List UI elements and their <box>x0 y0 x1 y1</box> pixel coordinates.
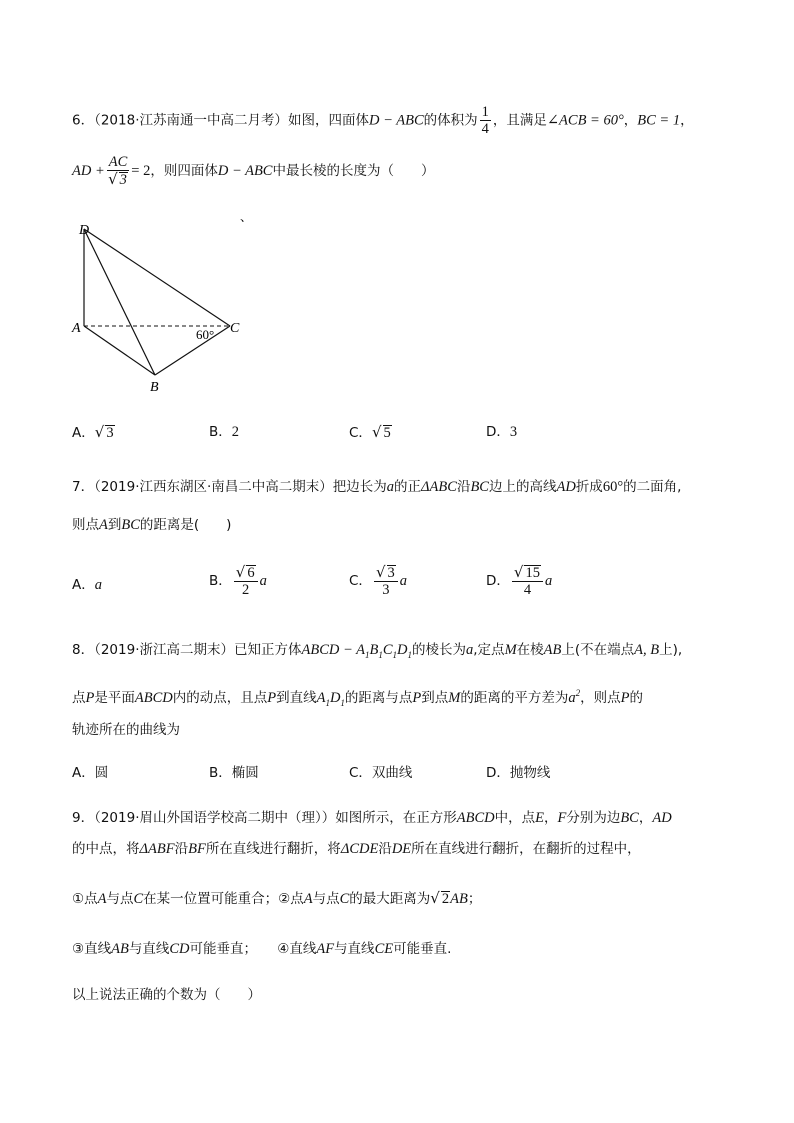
q8-point-m: M <box>504 642 517 658</box>
label-a: A <box>72 321 81 336</box>
option-var: a <box>259 573 267 589</box>
q9-text: 在某一位置可能重合；②点 <box>143 891 304 907</box>
q7-option-d[interactable] <box>486 564 552 598</box>
option-value: 抛物线 <box>509 765 551 781</box>
q8-point-p: P <box>85 689 95 706</box>
option-letter: A． <box>72 577 95 593</box>
option-letter: A． <box>72 765 95 781</box>
option-letter: D． <box>486 424 510 440</box>
q8-text: 的距离与点 <box>344 689 413 706</box>
q6-text: ， <box>680 112 694 129</box>
q9-text: 与点 <box>312 891 340 907</box>
option-fraction <box>374 564 398 598</box>
sqrt-icon: √ <box>371 423 382 441</box>
q6-option-c[interactable] <box>349 422 392 443</box>
label-d: D <box>79 223 90 238</box>
q9-text: 中，点 <box>494 810 536 826</box>
q8-text: 的距离的平方差为 <box>460 689 569 706</box>
angle-label: 60° <box>196 327 215 342</box>
q8-option-a[interactable] <box>72 763 108 783</box>
q9-text: 以上说法正确的个数为（ ） <box>72 987 261 1003</box>
label-b: B <box>150 380 159 395</box>
q6-option-b[interactable] <box>209 422 239 442</box>
q7-bc2: BC <box>121 517 140 533</box>
q9-text: ③直线 <box>72 941 112 957</box>
q7-option-c[interactable] <box>349 564 407 598</box>
q9-tri-abf: ΔABF <box>139 841 175 857</box>
q8-cube-name: ABCD − A <box>301 642 365 658</box>
q6-line1 <box>72 104 694 137</box>
option-value: 双曲线 <box>371 765 413 781</box>
q8-a2: a <box>568 689 576 706</box>
option-var: a <box>399 573 407 589</box>
option-den: 2 <box>242 582 250 598</box>
q8-a1d1: A <box>316 689 326 706</box>
q8-text: 到直线 <box>276 689 317 706</box>
q7-line1 <box>72 477 681 497</box>
q6-text: 的体积为 <box>423 112 478 129</box>
option-num: 3 <box>387 565 395 581</box>
q8-line1 <box>72 640 682 665</box>
option-value: 3 <box>106 425 114 441</box>
q7-text: 的二面角, <box>623 479 682 495</box>
q8-point-m: M <box>448 689 461 706</box>
edge-dc <box>84 229 230 326</box>
q8-ab: AB <box>543 642 562 658</box>
q6-angle-cond: ∠ACB = 60° <box>546 112 624 129</box>
label-c: C <box>230 321 240 336</box>
q9-text: 沿 <box>174 841 189 857</box>
q7-var: a <box>386 479 395 495</box>
option-value: 圆 <box>94 765 109 781</box>
q8-option-d[interactable] <box>486 763 550 783</box>
q8-text: 到点 <box>421 689 449 706</box>
q9-line3 <box>72 888 481 909</box>
q9-square: ABCD <box>456 810 495 826</box>
q9-text: 可能垂直. <box>393 941 452 957</box>
q6-option-a[interactable] <box>72 422 115 443</box>
option-letter: A． <box>72 425 95 441</box>
q6-line2 <box>72 154 434 188</box>
edge-bc <box>155 326 230 375</box>
q8-text: 上(不在端点 <box>561 642 635 658</box>
q9-point-a: A <box>97 891 107 907</box>
q7-triangle: ΔABC <box>421 479 457 495</box>
q9-text: 与点 <box>106 891 134 907</box>
sqrt-icon: √ <box>108 170 118 188</box>
q9-text: 的中点，将 <box>72 841 140 857</box>
option-value: 2 <box>231 424 240 440</box>
sqrt-icon: √ <box>94 423 105 441</box>
q7-text: 到 <box>107 517 122 533</box>
q9-text: 与直线 <box>334 941 375 957</box>
q9-line2 <box>72 839 641 859</box>
q8-option-c[interactable] <box>349 763 412 783</box>
q6-ac-den: 3 <box>119 172 127 188</box>
q6-text: ，则四面体 <box>150 163 218 179</box>
q7-point-a: A <box>99 517 108 533</box>
q9-tri-cde: ΔCDE <box>340 841 379 857</box>
q8-text: 是平面 <box>94 689 135 706</box>
q9-line5 <box>72 985 261 1005</box>
q8-point-p: P <box>267 689 277 706</box>
q8-line-a1d1: $A_1D_1$ <box>316 689 345 708</box>
q8-point-p: P <box>620 689 630 706</box>
q8-plane: ABCD <box>134 689 173 706</box>
q7-stem: 7．（2019·江西东湖区·南昌二中高二期末）把边长为 <box>72 479 387 495</box>
q9-de: DE <box>391 841 412 857</box>
q6-stem: 6．（2018·江苏南通一中高二月考）如图，四面体 <box>72 112 369 129</box>
q8-stem: 8．（2019·浙江高二期末）已知正方体 <box>72 642 302 658</box>
q9-point-f: F <box>557 810 567 826</box>
q8-text: 的棱长为 <box>412 642 467 658</box>
q8-text: ，则点 <box>580 689 621 706</box>
q6-ac-num: AC <box>108 154 128 170</box>
q8-line2 <box>72 683 643 713</box>
q8-text: 上), <box>659 642 683 658</box>
q9-text: 与直线 <box>128 941 170 957</box>
q9-point-c: C <box>339 891 350 907</box>
q9-text: 所在直线进行翻折，在翻折的过程中， <box>411 841 641 857</box>
q9-text: 的最大距离为 <box>349 891 431 907</box>
sqrt-icon: √ <box>375 563 386 581</box>
q6-eq: = 2 <box>131 163 151 179</box>
q6-ac-frac <box>107 154 130 188</box>
q7-text: 则点 <box>72 517 99 533</box>
option-letter: B． <box>209 765 232 781</box>
q9-cd: CD <box>169 941 190 957</box>
option-value: 5 <box>383 425 391 441</box>
q9-point-c: C <box>133 891 144 907</box>
option-den: 4 <box>523 582 532 598</box>
q7-text: 沿 <box>456 479 471 495</box>
q7-line2 <box>72 515 231 535</box>
q9-ce: CE <box>374 941 394 957</box>
q9-text: 可能垂直； ④直线 <box>189 941 317 957</box>
q6-ad: AD + <box>72 163 105 179</box>
q9-ab: AB <box>450 891 468 907</box>
q9-text: 所在直线进行翻折，将 <box>205 841 341 857</box>
q9-ad: AD <box>652 810 672 826</box>
q8-text: 点 <box>72 689 86 706</box>
q9-bc: BC <box>620 810 639 826</box>
q9-stem: 9．（2019·眉山外国语学校高二期中（理））如图所示，在正方形 <box>72 810 457 826</box>
option-num: 6 <box>247 565 255 581</box>
q8-point-p: P <box>412 689 422 706</box>
q9-ab: AB <box>111 941 129 957</box>
option-var: a <box>544 573 553 589</box>
sqrt-icon: √ <box>235 563 246 581</box>
q6-text: ，且满足 <box>492 112 547 129</box>
q6-tetra2: D − ABC <box>217 163 273 179</box>
q9-text: ①点 <box>72 891 98 907</box>
q8-text: 在棱 <box>516 642 544 658</box>
q9-bf: BF <box>188 841 206 857</box>
q8-cube: ABCD − $A_1B_1C_1D_1$ <box>301 642 413 660</box>
q8-option-b[interactable] <box>209 763 259 783</box>
q7-bc: BC <box>470 479 489 495</box>
option-num: 15 <box>525 565 540 581</box>
option-letter: B． <box>209 573 232 589</box>
q7-text: 折成 <box>575 479 603 495</box>
q9-text: 沿 <box>378 841 392 857</box>
edge-ab <box>84 326 155 375</box>
option-letter: D． <box>486 573 510 589</box>
q7-option-b[interactable] <box>209 564 267 598</box>
edge-db <box>84 229 155 375</box>
q8-text: 轨迹所在的曲线为 <box>72 722 180 738</box>
sqrt-icon: √ <box>513 563 524 581</box>
q6-bc-cond: BC = 1 <box>637 112 681 129</box>
q8-line3 <box>72 720 180 740</box>
q6-text: ， <box>623 112 638 129</box>
q9-sqrt2: 2 <box>441 891 450 907</box>
option-value: 3 <box>509 424 518 440</box>
q9-line4 <box>72 939 451 959</box>
option-value: 椭圆 <box>231 765 259 781</box>
q6-tetra: D − ABC <box>369 112 424 129</box>
q8-var: a <box>466 642 474 658</box>
q8-text: 内的动点，且点 <box>172 689 268 706</box>
option-den: 3 <box>382 582 390 598</box>
q7-text: 的距离是( ) <box>139 517 232 533</box>
q9-text: 分别为边 <box>566 810 621 826</box>
q7-text: 边上的高线 <box>488 479 557 495</box>
q6-option-d[interactable] <box>486 422 517 442</box>
option-letter: B． <box>209 424 232 440</box>
q9-point-e: E <box>535 810 544 826</box>
q9-af: AF <box>316 941 335 957</box>
option-letter: D． <box>486 765 510 781</box>
q9-text: ； <box>467 891 482 907</box>
q6-frac-den: 4 <box>481 121 489 137</box>
q6-figure <box>60 205 270 400</box>
option-letter: C． <box>349 573 372 589</box>
stray-mark: 、 <box>240 210 253 224</box>
q6-frac-num: 1 <box>481 104 489 120</box>
option-letter: C． <box>349 425 372 441</box>
q9-line1 <box>72 808 672 828</box>
q8-a-squared: $a^2$ <box>568 688 581 706</box>
option-letter: C． <box>349 765 372 781</box>
q7-ad: AD <box>556 479 576 495</box>
q7-deg: 60° <box>602 479 624 495</box>
q7-text: 的正 <box>394 479 422 495</box>
q8-text: 的 <box>629 689 643 706</box>
sqrt-icon: √ <box>430 889 440 907</box>
q7-option-a[interactable] <box>72 575 102 595</box>
q8-text: ,定点 <box>473 642 505 658</box>
q9-point-a: A <box>303 891 313 907</box>
option-value: a <box>94 577 102 593</box>
q6-fraction <box>480 104 491 137</box>
q6-text: 中最长棱的长度为（ ） <box>272 163 435 179</box>
option-fraction <box>234 564 258 598</box>
q8-ends: A, B <box>634 642 660 658</box>
q9-text: ， <box>638 810 653 826</box>
option-fraction <box>512 564 543 598</box>
q9-text: ， <box>543 810 558 826</box>
